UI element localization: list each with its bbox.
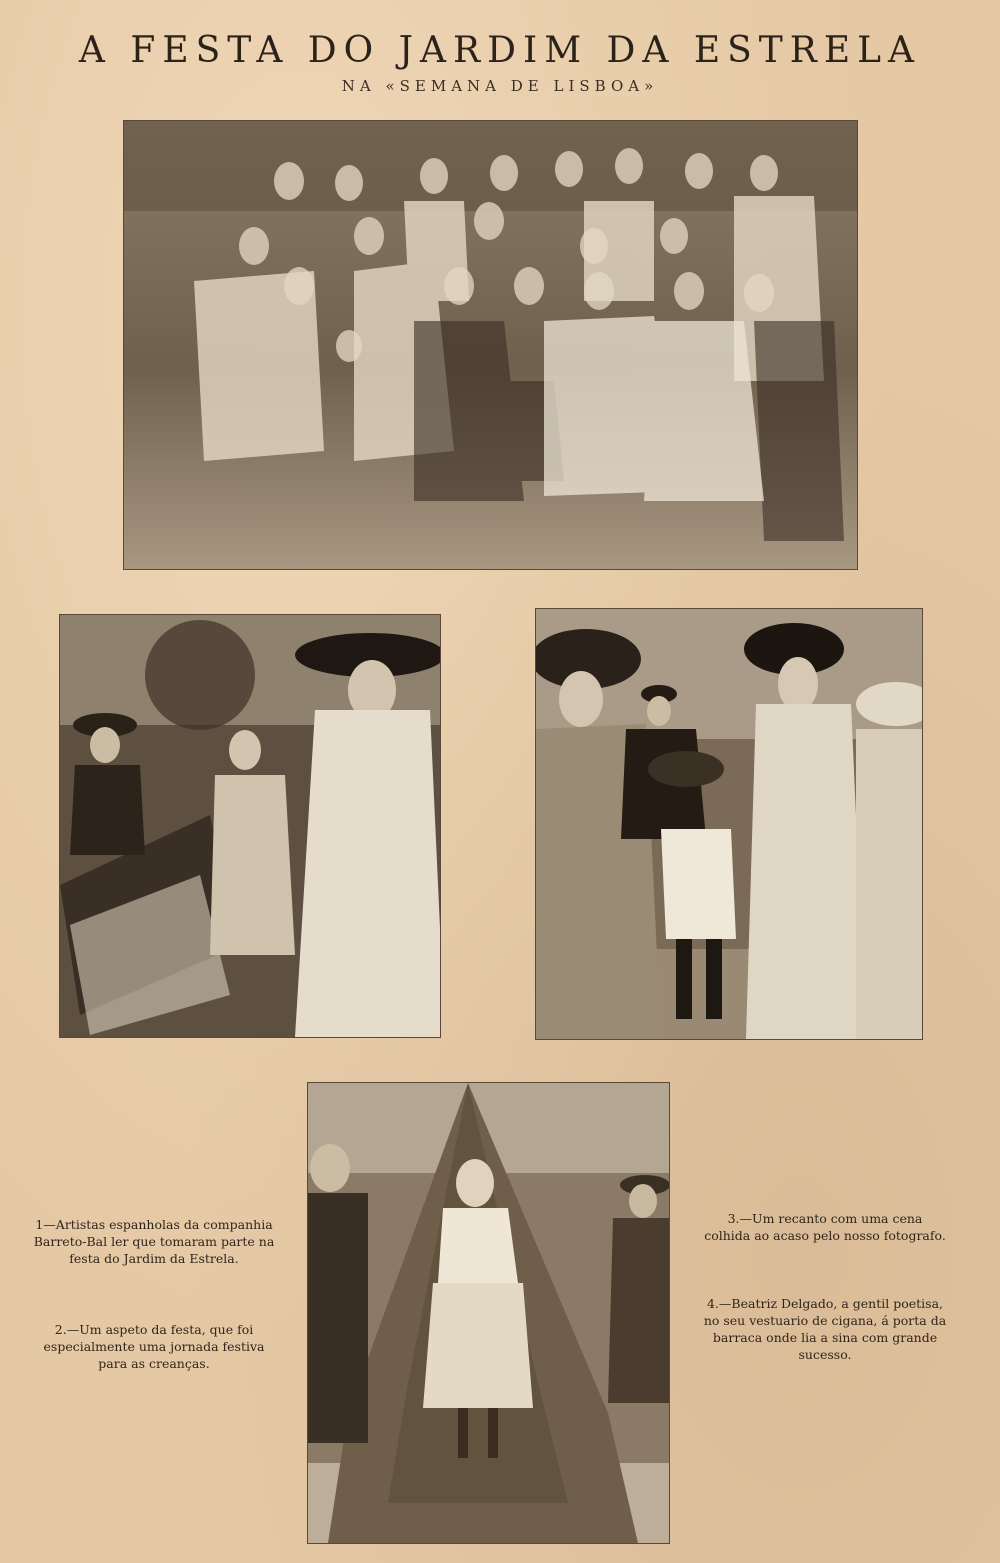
page-subtitle: NA «SEMANA DE LISBOA» [341,77,659,95]
photo-garden-children [59,614,441,1038]
photo-group-portrait [123,120,858,570]
page-title: A FESTA DO JARDIM DA ESTRELA [78,30,922,71]
photo-hut-portrait [307,1082,670,1544]
garden-scene-photo-icon [536,609,922,1039]
group-portrait-photo-icon [124,121,857,569]
hut-portrait-photo-icon [308,1083,669,1543]
caption-photo-4: 4.—Beatriz Delgado, a gentil poetisa, no seu vestuario de cigana, á porta da barraca onde lia a sina com grande sucesso. [703,1296,947,1362]
caption-photo-1: 1—Artistas espanholas da companhia Barreto-Bal ler que tomaram parte na festa do Jardim da Estrela. [33,1217,275,1266]
photo-garden-scene [535,608,923,1040]
caption-photo-3: 3.—Um recanto com uma cena colhida ao acaso pelo nosso fotografo. [704,1211,946,1243]
caption-photo-2: 2.—Um aspeto da festa, que foi especialmente uma jornada festiva para as creanças. [43,1322,265,1371]
garden-children-photo-icon [60,615,440,1037]
